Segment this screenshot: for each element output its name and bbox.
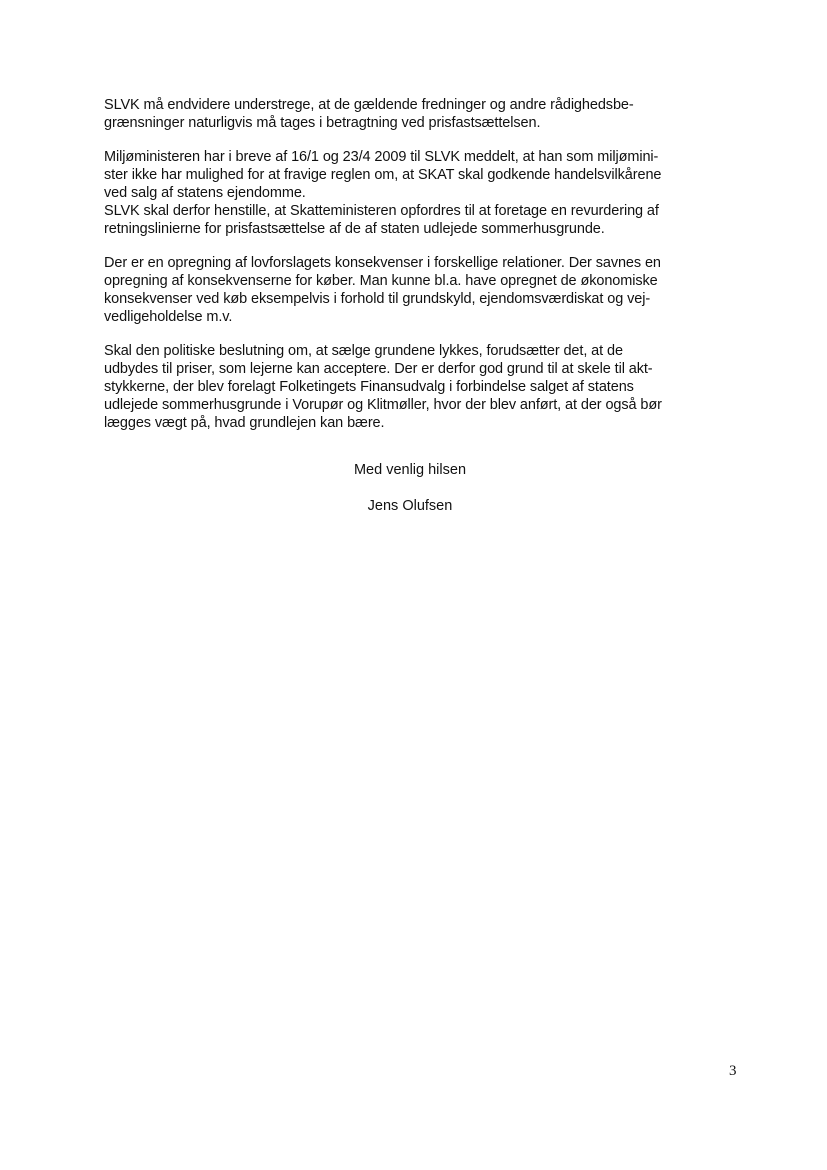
text-line: ved salg af statens ejendomme. [104,185,306,201]
signer-name: Jens Olufsen [367,498,453,514]
text-line: SLVK må endvidere understrege, at de gældende fredninger og andre rådighedsbe- [104,97,634,113]
paragraph-political-decision [104,342,729,432]
text-line: Der er en opregning af lovforslagets konsekvenser i forskellige relationer. Der savnes en [104,255,661,271]
text-line: stykkerne, der blev forelagt Folketingets Finansudvalg i forbindelse salget af statens [104,379,634,395]
text-line: SLVK skal derfor henstille, at Skatteministeren opfordres til at foretage en revurdering af [104,203,659,219]
text-line: Miljøministeren har i breve af 16/1 og 23/4 2009 til SLVK meddelt, at han som miljømini- [104,149,659,165]
text-line: lægges vægt på, hvad grundlejen kan bære. [104,415,385,431]
paragraph-restrictions [104,96,729,132]
text-line: vedligeholdelse m.v. [104,309,233,325]
text-line: udlejede sommerhusgrunde i Vorupør og Klitmøller, hvor der blev anført, at der også bør [104,397,662,413]
text-line: retningslinierne for prisfastsættelse af de af staten udlejede sommerhusgrunde. [104,221,605,237]
text-line: ster ikke har mulighed for at fravige reglen om, at SKAT skal godkende handelsvilkårene [104,167,662,183]
closing-greeting: Med venlig hilsen [353,462,467,478]
text-line: opregning af konsekvenserne for køber. Man kunne bl.a. have opregnet de økonomiske [104,273,658,289]
text-line: konsekvenser ved køb eksempelvis i forhold til grundskyld, ejendomsværdiskat og vej- [104,291,651,307]
page-number: 3 [729,1063,737,1079]
paragraph-consequences [104,254,729,326]
text-line: Skal den politiske beslutning om, at sælge grundene lykkes, forudsætter det, at de [104,343,623,359]
text-line: udbydes til priser, som lejerne kan acceptere. Der er derfor god grund til at skele til akt- [104,361,653,377]
paragraph-environment-minister [104,148,729,238]
letter-body [104,96,729,448]
text-line: grænsninger naturligvis må tages i betragtning ved prisfastsættelsen. [104,115,541,131]
